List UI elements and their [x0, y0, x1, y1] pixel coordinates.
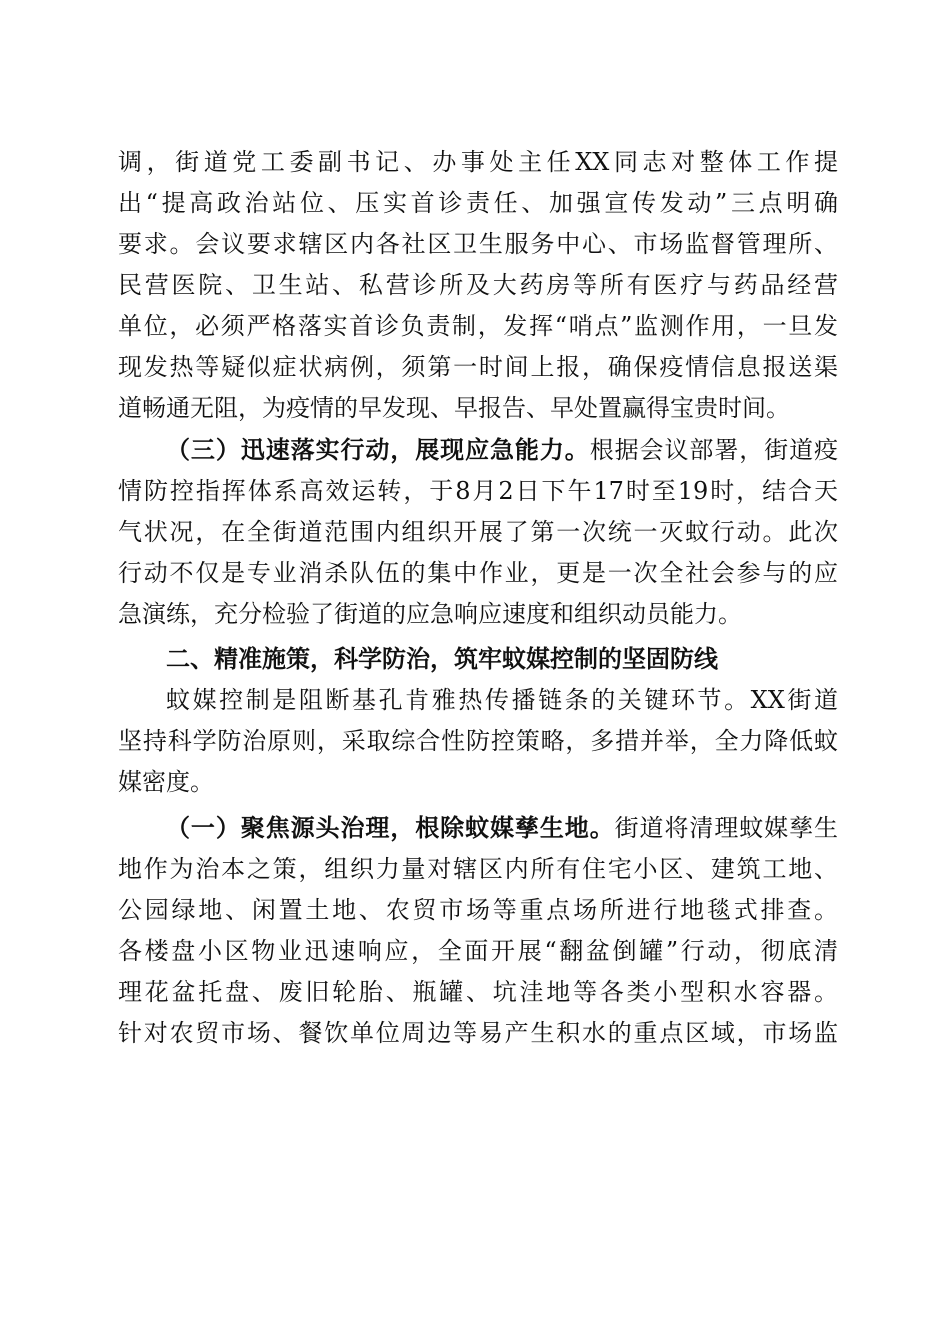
text-line: 情防控指挥体系高效运转，于8月2日下午17时至19时，结合天: [118, 477, 838, 505]
text-line: 媒密度。: [118, 768, 214, 796]
text-line: [118, 429, 838, 471]
paragraph-rapid-action: [118, 429, 838, 635]
text-line: 理花盆托盘、废旧轮胎、瓶罐、坑洼地等各类小型积水容器。: [118, 978, 838, 1006]
subheading-lead: （三）迅速落实行动，展现应急能力。: [166, 435, 590, 464]
text-line: [118, 807, 838, 849]
text-line: 民营医院、卫生站、私营诊所及大药房等所有医疗与药品经营: [118, 271, 838, 299]
text-line: 各楼盘小区物业迅速响应，全面开展“翻盆倒罐”行动，彻底清: [118, 937, 838, 965]
text-line: 气状况，在全街道范围内组织开展了第一次统一灭蚊行动。此次: [118, 518, 838, 546]
text-line: 公园绿地、闲置土地、农贸市场等重点场所进行地毯式排查。: [118, 896, 838, 924]
text-line: 出“提高政治站位、压实首诊责任、加强宣传发动”三点明确: [118, 189, 838, 217]
document-body: [118, 142, 838, 1054]
text-run: 根据会议部署，街道疫: [589, 436, 839, 464]
text-line: 单位，必须严格落实首诊负责制，发挥“哨点”监测作用，一旦发: [118, 312, 838, 340]
text-line: 坚持科学防治原则，采取综合性防控策略，多措并举，全力降低蚊: [118, 727, 838, 755]
text-line: 急演练，充分检验了街道的应急响应速度和组织动员能力。: [118, 600, 742, 628]
text-line: 行动不仅是专业消杀队伍的集中作业，更是一次全社会参与的应: [118, 559, 838, 587]
text-line: 要求。会议要求辖区内各社区卫生服务中心、市场监督管理所、: [118, 230, 838, 258]
subheading-lead: （一）聚焦源头治理，根除蚊媒孳生地。: [166, 813, 615, 842]
text-line: 调，街道党工委副书记、办事处主任XX同志对整体工作提: [118, 148, 838, 176]
text-line: 地作为治本之策，组织力量对辖区内所有住宅小区、建筑工地、: [118, 855, 838, 883]
paragraph-meeting-requirements: [118, 142, 838, 429]
paragraph-mosquito-control-intro: [118, 680, 838, 803]
text-line: 蚊媒控制是阻断基孔肯雅热传播链条的关键环节。XX街道: [166, 686, 838, 714]
text-run: 街道将清理蚊媒孳生: [614, 814, 839, 842]
section-heading: 二、精准施策，科学防治，筑牢蚊媒控制的坚固防线: [166, 645, 718, 673]
paragraph-source-control: [118, 807, 838, 1054]
text-line: 现发热等疑似症状病例，须第一时间上报，确保疫情信息报送渠: [118, 353, 838, 381]
text-line: 道畅通无阻，为疫情的早发现、早报告、早处置赢得宝贵时间。: [118, 394, 790, 422]
text-line: 针对农贸市场、餐饮单位周边等易产生积水的重点区域，市场监: [118, 1019, 838, 1047]
